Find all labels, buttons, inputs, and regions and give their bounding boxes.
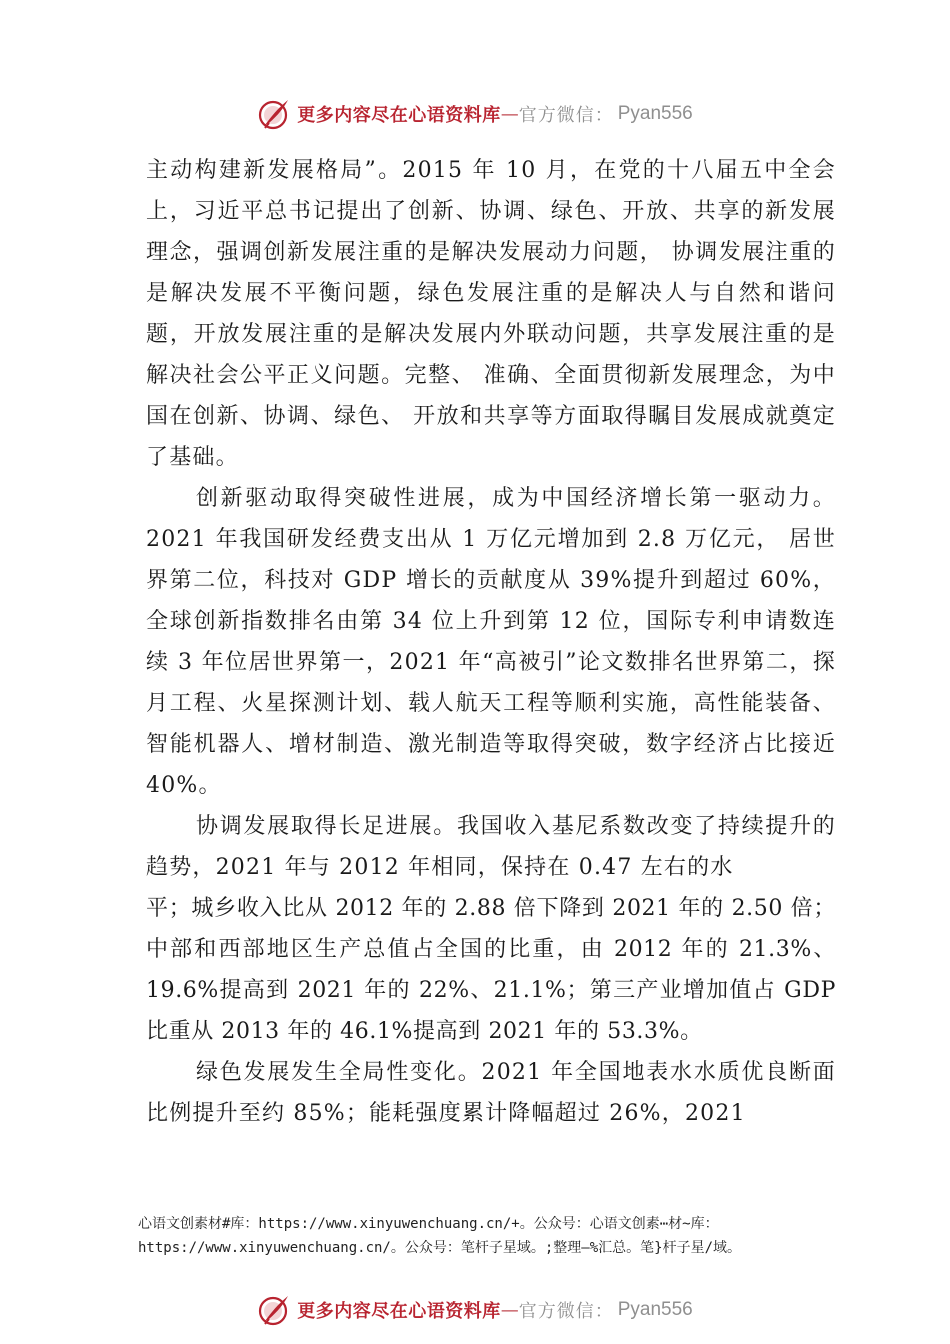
paragraph-new-development-concept: 主动构建新发展格局”。2015 年 10 月，在党的十八届五中全会上，习近平总书记提出了创新、协调、绿色、开放、共享的新发展理念，强调创新发展注重的是解决发展动力问题， 协调发展注重的是解决发展不平衡问题，绿色发展注重的是解决人与自然和谐问题，开放发展注重的是解决发展内外联动问题，共享发展注重的是解决社会公平正义问题。完整、 准确、全面贯彻新发展理念，为中国在创新、协调、绿色、 开放和共享等方面取得瞩目发展成就奠定了基础。: [146, 158, 836, 470]
paragraph-green-development: 绿色发展发生全局性变化。2021 年全国地表水水质优良断面比例提升至约 85%；能耗强度累计降幅超过 26%，2021: [146, 1060, 836, 1126]
source-note-line-2: https://www.xinyuwenchuang.cn/。公众号：笔杆子星域。;整理—%汇总。笔}杆子星/域。: [138, 1240, 742, 1256]
footer-banner: [0, 1290, 950, 1330]
paragraph-innovation: 创新驱动取得突破性进展，成为中国经济增长第一驱动力。2021 年我国研发经费支出从 1 万亿元增加到 2.8 万亿元， 居世界第二位，科技对 GDP 增长的贡献度从 39%提升到超过 60%，全球创新指数排名由第 34 位上升到第 12 位，国际专利申请数连续 3 年位居世界第一，2021 年“高被引”论文数排名世界第二，探月工程、火星探测计划、载人航天工程等顺利实施，高性能装备、智能机器人、增材制造、激光制造等取得突破，数字经济占比接近 40%。: [146, 486, 836, 798]
banner-wechat-id: Pyan556: [617, 103, 693, 124]
paragraph-coordination-continued: 平；城乡收入比从 2012 年的 2.88 倍下降到 2021 年的 2.50 倍；中部和西部地区生产总值占全国的比重，由 2012 年的 21.3%、19.6%提高到 2021 年的 22%、21.1%；第三产业增加值占 GDP 比重从 2013 年的 46.1%提高到 2021 年的 53.3%。: [146, 896, 836, 1044]
banner-wechat-label: 官方微信：: [518, 1301, 614, 1322]
header-banner: [0, 94, 950, 134]
source-note-line-1: 心语文创素材#库：https://www.xinyuwenchuang.cn/+。公众号：心语文创素⋯材~库：: [138, 1216, 719, 1232]
paragraph-coordination: 协调发展取得长足进展。我国收入基尼系数改变了持续提升的趋势，2021 年与 2012 年相同，保持在 0.47 左右的水: [146, 814, 836, 880]
document-body: [146, 150, 836, 1134]
source-note: [138, 1212, 858, 1260]
banner-slogan: 更多内容尽在心语资料库: [297, 105, 501, 126]
banner-wechat-label: 官方微信：: [518, 105, 614, 126]
quill-logo-icon: [257, 97, 291, 131]
banner-dash: —: [500, 1299, 519, 1321]
quill-logo-icon: [257, 1293, 291, 1327]
banner-dash: —: [500, 103, 519, 125]
banner-slogan: 更多内容尽在心语资料库: [297, 1301, 501, 1322]
banner-wechat-id: Pyan556: [617, 1299, 693, 1320]
